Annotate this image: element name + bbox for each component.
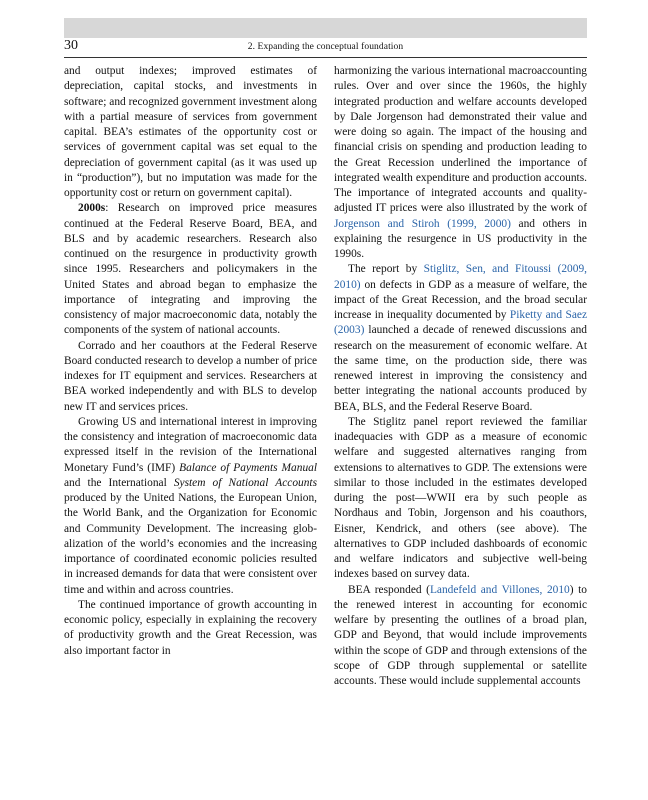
italic-title: Balance of Payments Manual xyxy=(179,461,317,474)
paragraph: BEA responded (Landefeld and Villones, 2010) to the renewed interest in accounting for economic welfare by presenting the outlines of a broad plan, GDP and Beyond, that would include improvements within the scope of GDP and through extensions of the scope of GDP through supplemental or satellite accounts. These would include supplemental accounts xyxy=(334,583,587,687)
running-head: 2. Expanding the conceptual foundation xyxy=(247,42,404,52)
header-bar xyxy=(64,18,587,38)
italic-title: System of National Accounts xyxy=(173,476,317,489)
header-rule xyxy=(64,57,587,58)
paragraph: The continued importance of growth accounting in economic policy, especially in explaining the recovery of productivity growth and the Great Recession, was also important factor in xyxy=(64,598,317,657)
citation-link[interactable]: Piketty and Saez (2003) xyxy=(334,309,587,337)
paragraph: harmonizing the various international macroaccounting rules. Over and over since the 1960s, the highly integrated production and welfare accounts developed by Dale Jorgenson had demonstrated their value and were doing so again. The impact of the housing and financial crisis on spending and production leading to the Great Recession underlined the importance of integrated wealth expenditure and production accounts. The importance of integrated accounts and quality-adjusted IT prices were also illustrated by the work of Jorgenson and Stiroh (1999, 2000) and others in explaining the resurgence in US productivity in the 1990s. xyxy=(334,65,587,260)
page-number: 30 xyxy=(64,38,78,53)
paragraph: and output indexes; improved estimates of depreciation, capital stocks, and investments in software; and recognized government investment along with a partial measure of services from government capital. BEA’s estimates of the opportunity cost or services of government capital was set equal to the depreciation of government capital (as it was used up in “production”), but no imputation was made for the opportunity cost or return on government capital). xyxy=(64,65,317,199)
paragraph: The report by Stiglitz, Sen, and Fitoussi (2009, 2010) on defects in GDP as a measure of welfare, the impact of the Great Recession, and the broad secular increase in inequality documented by Piketty and Saez (2003) launched a decade of renewed discussions and research on the measurement of economic welfare. At the same time, on the production side, there was renewed interest in improving the consistency and better integrating the national accounts produced by BEA, BLS, and the Federal Reserve Board. xyxy=(334,263,587,413)
paragraph: 2000s: Research on improved price measures continued at the Federal Reserve Board, BEA, and BLS and by academic researchers. Research also continued on the resurgence in productivity growth since 1995. Researchers and policymakers in the United States and abroad began to emphasize the importance of integrating and improving the consistency of major macroeconomic data, notably the components of the system of national accounts. xyxy=(64,202,317,337)
paragraph: Corrado and her coauthors at the Federal Reserve Board conducted research to develop a number of price indexes for IT equipment and services. Researchers at BEA worked independently and with BLS to develop new IT and services prices. xyxy=(64,339,317,413)
left-column xyxy=(64,64,317,659)
paragraph: The Stiglitz panel report reviewed the familiar inadequacies with GDP as a measure of economic welfare and suggested alternatives ranging from extensions to alternatives to GDP. The extensions were similar to those included in the estimates developed during the post—WWII era by such people as Nordhaus and Tobin, Jorgenson and his coauthors, Eisner, Kendrick, and others (see above). The alternatives to GDP included dashboards of economic and welfare indicators and subjective well-being indexes based on survey data. xyxy=(334,415,587,581)
citation-link[interactable]: Stiglitz, Sen, and Fitoussi (2009, 2010) xyxy=(334,263,587,291)
decade-label: 2000s xyxy=(78,202,106,215)
right-column xyxy=(334,64,587,689)
citation-link[interactable]: Jorgenson and Stiroh (1999, 2000) xyxy=(334,217,511,230)
citation-link[interactable]: Landefeld and Villones, 2010 xyxy=(429,583,570,596)
paragraph: Growing US and international interest in improving the consistency and integration of macroeconomic data expressed itself in the revision of the International Monetary Fund’s (IMF) Balance of Payments Manual and the International System of National Accounts produced by the United Nations, the European Union, the World Bank, and the Organization for Economic and Community Development. The increasing globalization of the world’s economies and the increasing importance of coordinated economic policies resulted in increased demands for data that were consistent over time and within and across countries. xyxy=(64,415,317,596)
